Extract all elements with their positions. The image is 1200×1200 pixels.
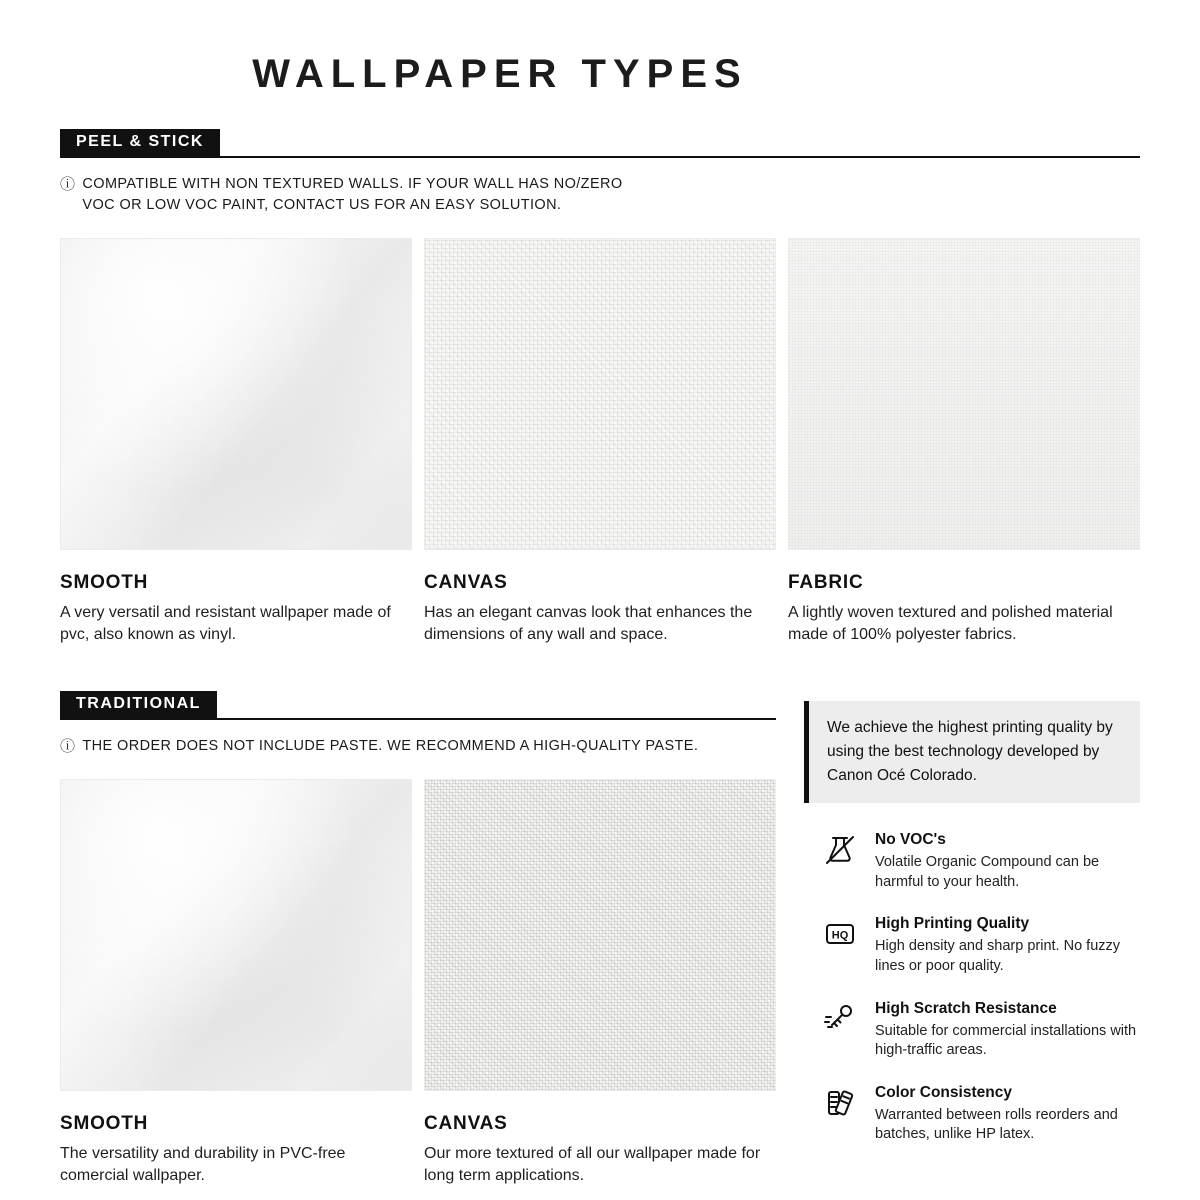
canvas-swatch-image	[424, 238, 776, 550]
feature-description: Suitable for commercial installations with high-traffic areas.	[875, 1022, 1137, 1059]
feature-description: High density and sharp print. No fuzzy lines or poor quality.	[875, 938, 1121, 974]
color-swatches-icon	[822, 1084, 860, 1145]
section-bar-traditional	[60, 691, 776, 720]
feature-title: High Scratch Resistance	[875, 999, 1057, 1017]
fabric-swatch-image	[788, 238, 1140, 550]
feature-text	[875, 831, 1140, 892]
feature-list	[804, 831, 1140, 1145]
no-voc-icon	[822, 831, 860, 892]
feature-title: Color Consistency	[875, 1083, 1012, 1101]
section-badge-peel-stick: PEEL & STICK	[60, 129, 220, 156]
feature-text	[875, 1000, 1140, 1061]
swatch-card-smooth-trad	[60, 779, 412, 1186]
traditional-column	[60, 691, 776, 1186]
info-column	[804, 691, 1140, 1186]
swatch-description: Our more textured of all our wallpaper made for long term applications.	[424, 1145, 761, 1184]
page-title: WALLPAPER TYPES	[252, 52, 748, 96]
bottom-area	[60, 691, 1140, 1186]
feature-description: Warranted between rolls reorders and batches, unlike HP latex.	[875, 1106, 1118, 1143]
feature-color-consistency	[822, 1084, 1140, 1145]
swatch-description: A very versatil and resistant wallpaper made of pvc, also known as vinyl.	[60, 604, 391, 643]
traditional-note-text: THE ORDER DOES NOT INCLUDE PASTE. WE RECOMMEND A HIGH-QUALITY PASTE.	[82, 738, 699, 755]
feature-printing-quality	[822, 915, 1140, 976]
info-icon: ⓘ	[60, 176, 76, 193]
feature-text	[875, 1084, 1140, 1145]
svg-text:HQ: HQ	[831, 929, 849, 942]
swatch-card-smooth-ps	[60, 238, 412, 645]
swatch-name: SMOOTH	[60, 1113, 149, 1135]
peel-stick-swatch-row	[60, 238, 1140, 645]
swatch-description: A lightly woven textured and polished material made of 100% polyester fabrics.	[788, 604, 1113, 643]
feature-title: No VOC's	[875, 831, 946, 849]
feature-text	[875, 915, 1140, 976]
peel-stick-note-text: COMPATIBLE WITH NON TEXTURED WALLS. IF YOUR WALL HAS NO/ZERO VOC OR LOW VOC PAINT, CONTACT US FOR AN EASY SOLUTION.	[82, 176, 623, 214]
feature-scratch-resistance	[822, 1000, 1140, 1061]
swatch-card-canvas-ps	[424, 238, 776, 645]
swatch-description: Has an elegant canvas look that enhances the dimensions of any wall and space.	[424, 604, 753, 643]
hq-icon	[822, 915, 860, 976]
title-wrap	[60, 0, 940, 97]
section-badge-traditional: TRADITIONAL	[60, 691, 217, 718]
smooth-swatch-image	[60, 238, 412, 550]
quality-quote: We achieve the highest printing quality by using the best technology developed by Canon Océ Colorado.	[804, 701, 1140, 803]
info-icon: ⓘ	[60, 738, 76, 756]
swatch-description: The versatility and durability in PVC-free comercial wallpaper.	[60, 1145, 346, 1184]
swatch-name: CANVAS	[424, 1113, 508, 1135]
traditional-note	[60, 736, 776, 757]
canvas-swatch-image	[424, 779, 776, 1091]
feature-no-voc	[822, 831, 1140, 892]
feature-title: High Printing Quality	[875, 915, 1030, 933]
peel-stick-note	[60, 174, 1140, 216]
traditional-swatch-row	[60, 779, 776, 1186]
smooth-swatch-image	[60, 779, 412, 1091]
swatch-name: CANVAS	[424, 572, 508, 594]
swatch-card-canvas-trad	[424, 779, 776, 1186]
swatch-name: SMOOTH	[60, 572, 149, 594]
swatch-card-fabric-ps	[788, 238, 1140, 645]
key-scratch-icon	[822, 1000, 860, 1061]
swatch-name: FABRIC	[788, 572, 864, 594]
section-bar-peel-stick	[60, 129, 1140, 158]
feature-description: Volatile Organic Compound can be harmful to your health.	[875, 854, 1100, 890]
